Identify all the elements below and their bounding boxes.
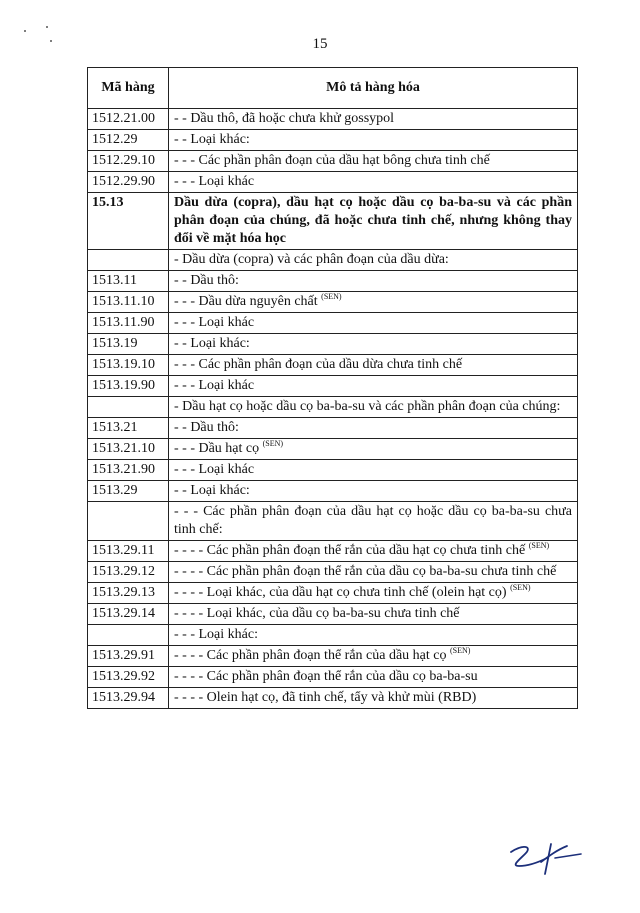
description-cell	[169, 502, 578, 541]
description-cell	[169, 193, 578, 250]
tariff-table	[87, 67, 578, 709]
handwritten-initials	[505, 838, 585, 878]
description-text: - - - - Các phần phân đoạn thể rắn của dầu hạt cọ chưa tinh chế	[174, 543, 526, 558]
description-text: - - Dầu thô, đã hoặc chưa khử gossypol	[174, 111, 395, 126]
table-row	[88, 604, 578, 625]
table-row	[88, 460, 578, 481]
description-text: - - - Dầu hạt cọ	[174, 441, 260, 456]
description-cell	[169, 151, 578, 172]
description-cell	[169, 583, 578, 604]
description-text: - - Loại khác:	[174, 132, 250, 147]
header-description: Mô tả hàng hóa	[169, 68, 578, 109]
description-text: - - - Loại khác:	[174, 627, 258, 642]
scan-speck	[46, 26, 48, 28]
table-header-row	[88, 68, 578, 109]
hs-code-cell: 1513.19	[88, 334, 169, 355]
hs-code-cell: 1513.29.12	[88, 562, 169, 583]
description-text: - - Loại khác:	[174, 483, 250, 498]
description-text: - - - Dầu dừa nguyên chất	[174, 294, 318, 309]
description-text: - - - Các phần phân đoạn của dầu hạt bông chưa tinh chế	[174, 153, 490, 168]
hs-code-cell: 1512.29	[88, 130, 169, 151]
description-cell	[169, 625, 578, 646]
description-cell	[169, 355, 578, 376]
description-text: - - - Loại khác	[174, 174, 255, 189]
hs-code-cell: 1513.21.10	[88, 439, 169, 460]
description-cell	[169, 562, 578, 583]
hs-code-cell	[88, 502, 169, 541]
description-cell	[169, 250, 578, 271]
description-cell	[169, 439, 578, 460]
sen-marker: (SEN)	[528, 541, 550, 550]
table-row	[88, 439, 578, 460]
table-row	[88, 250, 578, 271]
table-row	[88, 334, 578, 355]
hs-code-cell: 1513.29.92	[88, 667, 169, 688]
description-cell	[169, 334, 578, 355]
description-text: - - - Loại khác	[174, 315, 255, 330]
description-text: - - - - Loại khác, của dầu hạt cọ chưa tinh chế (olein hạt cọ)	[174, 585, 507, 600]
table-body	[88, 109, 578, 709]
sen-marker: (SEN)	[510, 583, 531, 592]
table-row	[88, 541, 578, 562]
hs-code-cell: 1513.11	[88, 271, 169, 292]
table-row	[88, 481, 578, 502]
hs-code-cell: 1513.29.91	[88, 646, 169, 667]
hs-code-cell: 1513.19.90	[88, 376, 169, 397]
table-row	[88, 502, 578, 541]
hs-code-cell	[88, 250, 169, 271]
scan-speck	[24, 30, 26, 32]
description-text: - - - - Các phần phân đoạn thể rắn của dầu cọ ba-ba-su chưa tinh chế	[174, 564, 557, 579]
hs-code-cell: 1513.29	[88, 481, 169, 502]
description-cell	[169, 688, 578, 709]
hs-code-cell	[88, 625, 169, 646]
table-row	[88, 193, 578, 250]
description-cell	[169, 109, 578, 130]
sen-marker: (SEN)	[321, 292, 342, 301]
sen-marker: (SEN)	[450, 646, 471, 655]
table-row	[88, 313, 578, 334]
table-row	[88, 292, 578, 313]
description-cell	[169, 292, 578, 313]
table-row	[88, 172, 578, 193]
hs-code-cell: 1513.29.13	[88, 583, 169, 604]
table-row	[88, 130, 578, 151]
description-text: - - - - Olein hạt cọ, đã tinh chế, tẩy và khử mùi (RBD)	[174, 690, 477, 705]
description-text: - - - - Các phần phân đoạn thể rắn của dầu hạt cọ	[174, 648, 447, 663]
hs-code-cell: 1513.29.14	[88, 604, 169, 625]
table-row	[88, 418, 578, 439]
description-cell	[169, 313, 578, 334]
description-cell	[169, 646, 578, 667]
hs-code-cell: 1513.29.11	[88, 541, 169, 562]
description-text: - - Loại khác:	[174, 336, 250, 351]
description-text: - - - Loại khác	[174, 462, 255, 477]
hs-code-cell: 1513.11.90	[88, 313, 169, 334]
description-cell	[169, 418, 578, 439]
description-text: - - - - Loại khác, của dầu cọ ba-ba-su chưa tinh chế	[174, 606, 460, 621]
header-code: Mã hàng	[88, 68, 169, 109]
description-text: - - - Loại khác	[174, 378, 255, 393]
description-text: Dầu dừa (copra), dầu hạt cọ hoặc dầu cọ ba-ba-su và các phần phân đoạn của chúng, đã hoặc chưa tinh chế, nhưng không thay đổi về mặt hóa học	[174, 195, 572, 246]
sen-marker: (SEN)	[262, 439, 284, 448]
hs-code-cell	[88, 397, 169, 418]
description-text: - - Dầu thô:	[174, 273, 239, 288]
hs-code-cell: 1513.19.10	[88, 355, 169, 376]
table-row	[88, 625, 578, 646]
description-text: - Dầu hạt cọ hoặc dầu cọ ba-ba-su và các phần phân đoạn của chúng:	[174, 399, 561, 414]
hs-code-cell: 1513.29.94	[88, 688, 169, 709]
hs-code-cell: 15.13	[88, 193, 169, 250]
table-row	[88, 376, 578, 397]
table-row	[88, 583, 578, 604]
description-text: - - Dầu thô:	[174, 420, 239, 435]
table-row	[88, 109, 578, 130]
hs-code-cell: 1513.11.10	[88, 292, 169, 313]
table-row	[88, 271, 578, 292]
description-cell	[169, 541, 578, 562]
description-cell	[169, 481, 578, 502]
hs-code-cell: 1513.21	[88, 418, 169, 439]
table-row	[88, 151, 578, 172]
description-cell	[169, 172, 578, 193]
description-text: - - - - Các phần phân đoạn thể rắn của dầu cọ ba-ba-su	[174, 669, 478, 684]
hs-code-cell: 1512.29.90	[88, 172, 169, 193]
description-text: - - - Các phần phân đoạn của dầu dừa chưa tinh chế	[174, 357, 463, 372]
table-row	[88, 562, 578, 583]
table-row	[88, 355, 578, 376]
hs-code-cell: 1512.21.00	[88, 109, 169, 130]
table-row	[88, 397, 578, 418]
description-cell	[169, 604, 578, 625]
description-text: - Dầu dừa (copra) và các phân đoạn của dầu dừa:	[174, 252, 449, 267]
hs-code-cell: 1512.29.10	[88, 151, 169, 172]
table-row	[88, 646, 578, 667]
description-cell	[169, 376, 578, 397]
table-row	[88, 667, 578, 688]
hs-code-cell: 1513.21.90	[88, 460, 169, 481]
description-cell	[169, 667, 578, 688]
table-row	[88, 688, 578, 709]
description-cell	[169, 397, 578, 418]
page-number: 15	[312, 36, 328, 52]
description-cell	[169, 271, 578, 292]
description-cell	[169, 130, 578, 151]
description-text: - - - Các phần phân đoạn của dầu hạt cọ hoặc dầu cọ ba-ba-su chưa tinh chế:	[174, 504, 572, 537]
description-cell	[169, 460, 578, 481]
